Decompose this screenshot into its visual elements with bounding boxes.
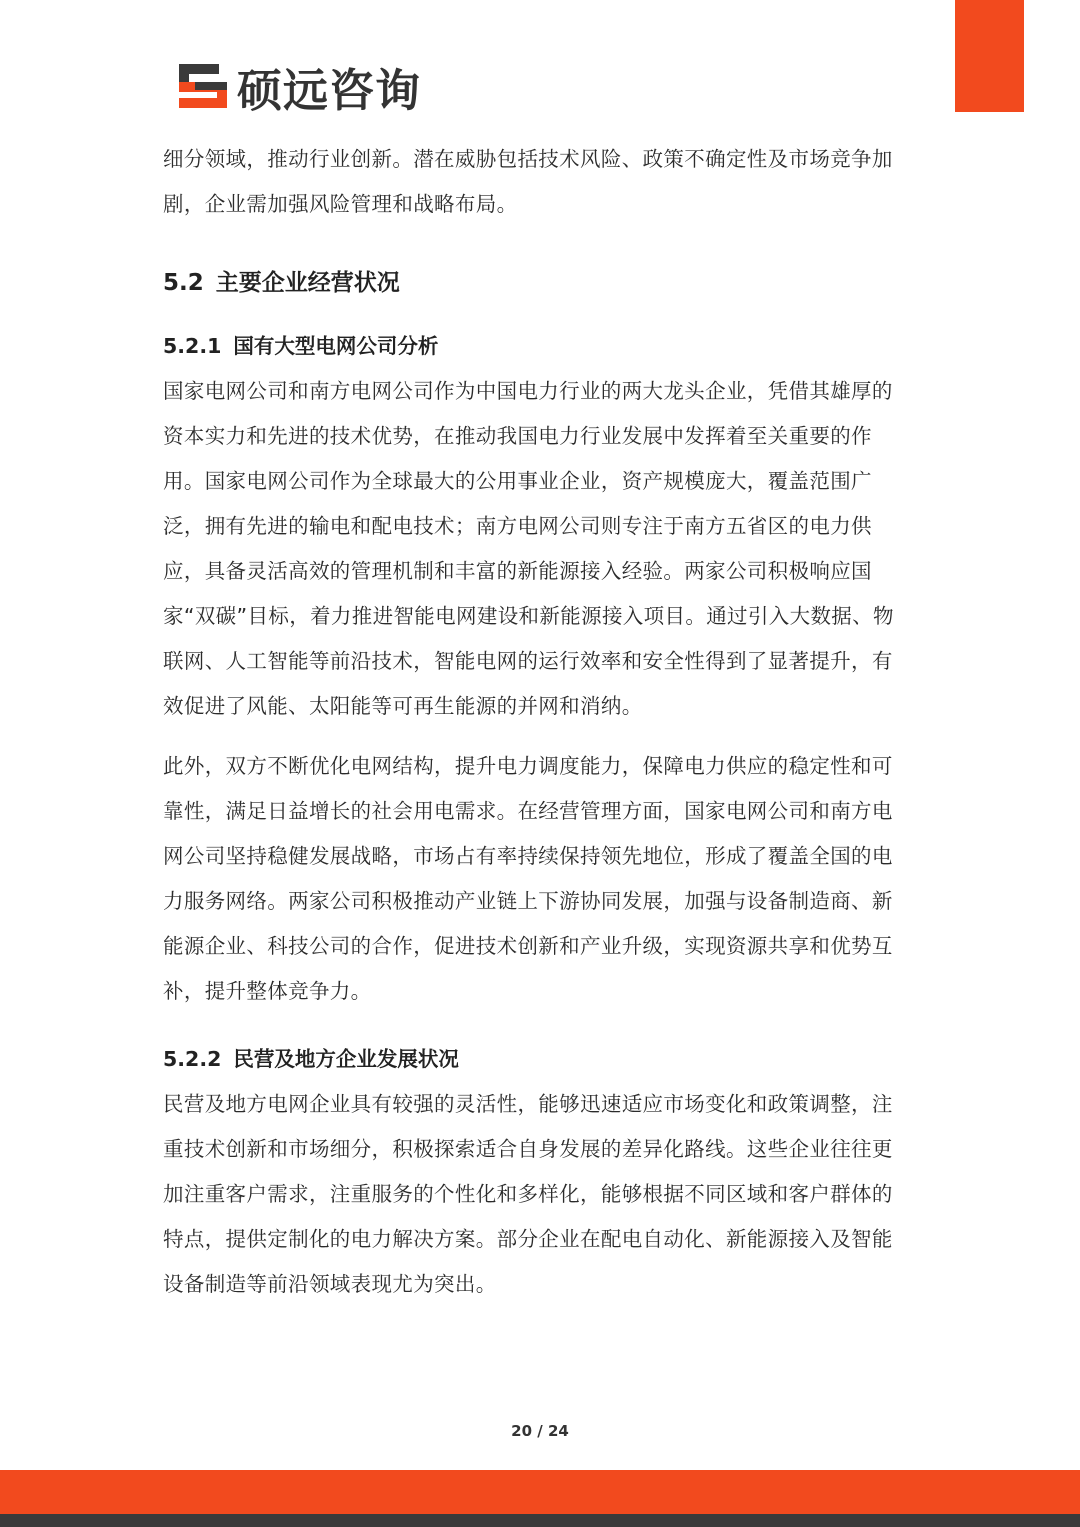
s-logo-icon <box>175 60 231 112</box>
intro-paragraph: 细分领域，推动行业创新。潜在威胁包括技术风险、政策不确定性及市场竞争加剧，企业需加强风险管理和战略布局。 <box>163 147 893 216</box>
section-number: 5.2 <box>163 270 204 296</box>
paragraph: 此外，双方不断优化电网结构，提升电力调度能力，保障电力供应的稳定性和可靠性，满足日益增长的社会用电需求。在经营管理方面，国家电网公司和南方电网公司坚持稳健发展战略，市场占有率持续保持领先地位，形成了覆盖全国的电力服务网络。两家公司积极推动产业链上下游协同发展，加强与设备制造商、新能源企业、科技公司的合作，促进技术创新和产业升级，实现资源共享和优势互补，提升整体竞争力。 <box>163 754 893 1003</box>
subsection-title-1: 国有大型电网公司分析 <box>233 334 439 358</box>
paragraph: 民营及地方电网企业具有较强的灵活性，能够迅速适应市场变化和政策调整，注重技术创新和市场细分，积极探索适合自身发展的差异化路线。这些企业往往更加注重客户需求，注重服务的个性化和多样化，能够根据不同区域和客户群体的特点，提供定制化的电力解决方案。部分企业在配电自动化、新能源接入及智能设备制造等前沿领域表现尤为突出。 <box>163 1092 893 1296</box>
subsection-heading-1 <box>163 324 903 369</box>
section-title: 主要企业经营状况 <box>215 270 400 296</box>
subsection-title-2: 民营及地方企业发展状况 <box>233 1047 459 1071</box>
subsection-heading-2 <box>163 1037 903 1082</box>
document-body <box>163 137 903 1307</box>
page-number <box>0 1422 1080 1440</box>
page-current: 20 <box>511 1422 533 1440</box>
section-heading <box>163 258 903 308</box>
paragraph: 国家电网公司和南方电网公司作为中国电力行业的两大龙头企业，凭借其雄厚的资本实力和先进的技术优势，在推动我国电力行业发展中发挥着至关重要的作用。国家电网公司作为全球最大的公用事业企业，资产规模庞大，覆盖范围广泛，拥有先进的输电和配电技术；南方电网公司则专注于南方五省区的电力供应，具备灵活高效的管理机制和丰富的新能源接入经验。两家公司积极响应国家“双碳”目标，着力推进智能电网建设和新能源接入项目。通过引入大数据、物联网、人工智能等前沿技术，智能电网的运行效率和安全性得到了显著提升，有效促进了风能、太阳能等可再生能源的并网和消纳。 <box>163 379 894 718</box>
page-total: 24 <box>547 1422 569 1440</box>
corner-accent-tab <box>955 0 1024 112</box>
subsection-number-1: 5.2.1 <box>163 334 222 358</box>
footer-dark-line <box>0 1514 1080 1527</box>
page-separator: / <box>537 1422 543 1440</box>
brand-name: 硕远咨询 <box>237 63 422 117</box>
brand-logo <box>175 58 422 117</box>
subsection-number-2: 5.2.2 <box>163 1047 222 1071</box>
footer-accent-bar <box>0 1470 1080 1514</box>
